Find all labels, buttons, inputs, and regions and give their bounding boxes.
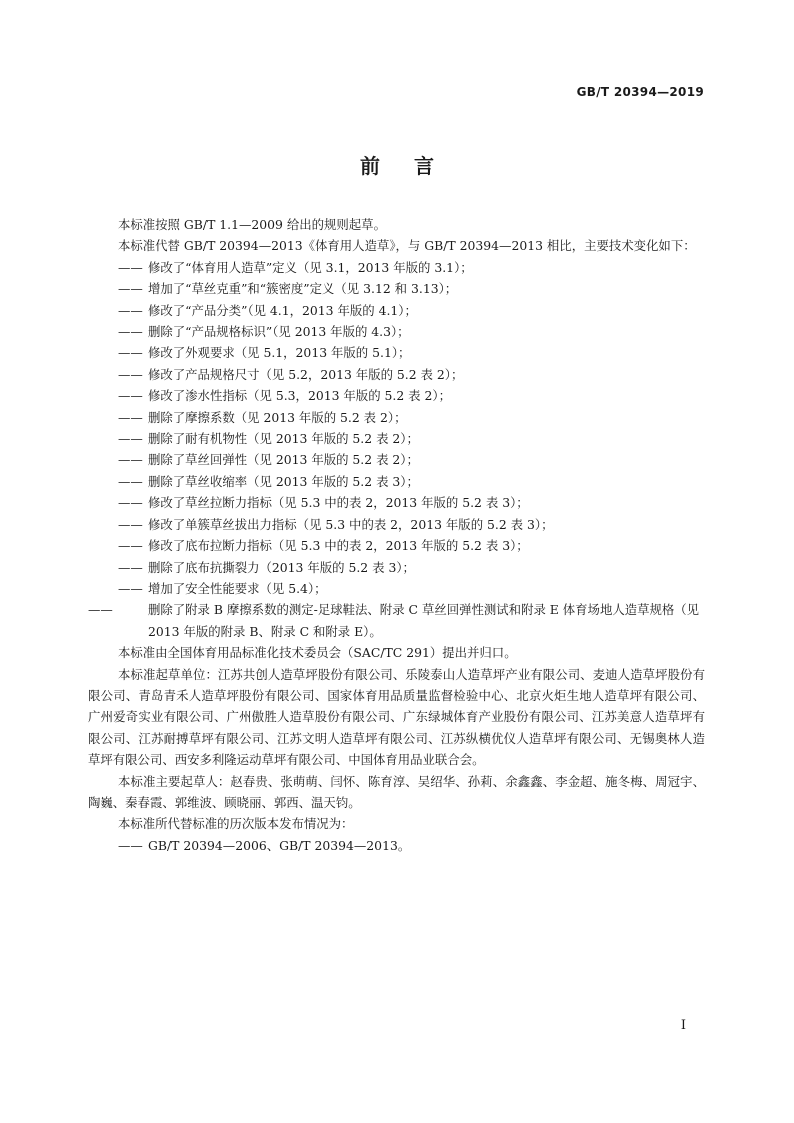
dash-mark: —— — [118, 302, 143, 318]
intro-line-1: 本标准按照 GB/T 1.1—2009 给出的规则起草。 — [118, 217, 386, 232]
list-item-text: 修改了单簇草丝拔出力指标（见 5.3 中的表 2，2013 年版的 5.2 表 3）； — [148, 516, 554, 532]
list-item-text: 增加了“草丝克重”和“簇密度”定义（见 3.12 和 3.13）； — [148, 281, 458, 297]
dash-mark: —— — [118, 495, 143, 511]
dash-mark: —— — [118, 837, 143, 853]
list-item-text: 修改了产品规格尺寸（见 5.2，2013 年版的 5.2 表 2）； — [148, 366, 464, 382]
list-item — [118, 342, 705, 363]
history-item-text: GB/T 20394—2006、GB/T 20394—2013。 — [148, 837, 411, 853]
list-item-text: 增加了安全性能要求（见 5.4）； — [148, 580, 327, 596]
list-item — [118, 557, 705, 578]
dash-mark: —— — [88, 602, 113, 618]
list-item — [118, 364, 705, 385]
history-item — [118, 835, 705, 856]
page-title — [0, 150, 794, 179]
dash-mark: —— — [118, 473, 143, 489]
list-item-text: 删除了耐有机物性（见 2013 年版的 5.2 表 2）； — [148, 431, 419, 447]
list-item — [118, 278, 705, 299]
foreword-body — [88, 214, 705, 856]
list-item — [118, 321, 705, 342]
dash-mark: —— — [118, 409, 143, 425]
list-item-text: 删除了草丝收缩率（见 2013 年版的 5.2 表 3）； — [148, 473, 419, 489]
dash-mark: —— — [118, 452, 143, 468]
list-item — [118, 449, 705, 470]
list-item — [118, 257, 705, 278]
drafting-units-paragraph: 本标准起草单位：江苏共创人造草坪股份有限公司、乐陵泰山人造草坪产业有限公司、麦迪人造草坪股份有限公司、青岛青禾人造草坪股份有限公司、国家体育用品质量监督检验中心、北京火炬生地人造草坪有限公司、广州爱奇实业有限公司、广州傲胜人造草股份有限公司、广东绿城体育产业股份有限公司、江苏美意人造草坪有限公司、江苏耐搏草坪有限公司、江苏文明人造草坪有限公司、江苏纵横优仪人造草坪有限公司、无锡奥林人造草坪有限公司、西安多利隆运动草坪有限公司、中国体育用品业联合会。 — [88, 666, 705, 768]
standard-number: GB/T 20394—2019 — [576, 85, 704, 99]
dash-mark: —— — [118, 281, 143, 297]
dash-mark: —— — [118, 516, 143, 532]
list-item — [118, 514, 705, 535]
list-item-text: 删除了摩擦系数（见 2013 年版的 5.2 表 2）； — [148, 409, 407, 425]
title-char-1: 前 — [360, 154, 380, 178]
title-char-2: 言 — [414, 154, 434, 178]
list-item — [118, 428, 705, 449]
list-item — [88, 599, 705, 642]
list-item — [118, 385, 705, 406]
dash-mark: —— — [118, 324, 143, 340]
dash-mark: —— — [118, 580, 143, 596]
dash-mark: —— — [118, 259, 143, 275]
list-item — [118, 578, 705, 599]
dash-mark: —— — [118, 431, 143, 447]
list-item-text: 删除了草丝回弹性（见 2013 年版的 5.2 表 2）； — [148, 452, 419, 468]
list-item-text: 修改了“体育用人造草”定义（见 3.1，2013 年版的 3.1）； — [148, 259, 473, 275]
list-item-text: 修改了草丝拉断力指标（见 5.3 中的表 2，2013 年版的 5.2 表 3）； — [148, 495, 529, 511]
list-item — [118, 492, 705, 513]
list-item — [118, 535, 705, 556]
list-item — [118, 471, 705, 492]
list-item-text: 删除了附录 B 摩擦系数的测定-足球鞋法、附录 C 草丝回弹性测试和附录 E 体育场地人造草规格（见 2013 年版的附录 B、附录 C 和附录 E）。 — [148, 602, 700, 639]
list-item-text: 修改了底布拉断力指标（见 5.3 中的表 2，2013 年版的 5.2 表 3）； — [148, 538, 529, 554]
dash-mark: —— — [118, 538, 143, 554]
list-item-text: 删除了“产品规格标识”（见 2013 年版的 4.3）； — [148, 324, 410, 340]
page-number: I — [680, 1018, 686, 1033]
proposer-paragraph: 本标准由全国体育用品标准化技术委员会（SAC/TC 291）提出并归口。 — [118, 645, 517, 661]
list-item-text: 删除了底布抗撕裂力（2013 年版的 5.2 表 3）； — [148, 559, 415, 575]
dash-mark: —— — [118, 345, 143, 361]
changes-list — [88, 257, 705, 642]
drafters-paragraph: 本标准主要起草人：赵春贵、张萌萌、闫怀、陈育淳、吴绍华、孙莉、余鑫鑫、李金超、施冬梅、周冠宇、陶巍、秦春霞、郭维波、顾晓丽、郭西、温天钧。 — [88, 773, 705, 810]
list-item — [118, 300, 705, 321]
list-item-text: 修改了外观要求（见 5.1，2013 年版的 5.1）； — [148, 345, 411, 361]
list-item-text: 修改了“产品分类”（见 4.1，2013 年版的 4.1）； — [148, 302, 417, 318]
history-intro: 本标准所代替标准的历次版本发布情况为： — [118, 816, 354, 832]
dash-mark: —— — [118, 559, 143, 575]
list-item-text: 修改了渗水性指标（见 5.3，2013 年版的 5.2 表 2）； — [148, 388, 451, 404]
dash-mark: —— — [118, 388, 143, 404]
dash-mark: —— — [118, 366, 143, 382]
intro-line-2: 本标准代替 GB/T 20394—2013《体育用人造草》，与 GB/T 20394—2013 相比，主要技术变化如下： — [118, 238, 696, 254]
list-item — [118, 407, 705, 428]
